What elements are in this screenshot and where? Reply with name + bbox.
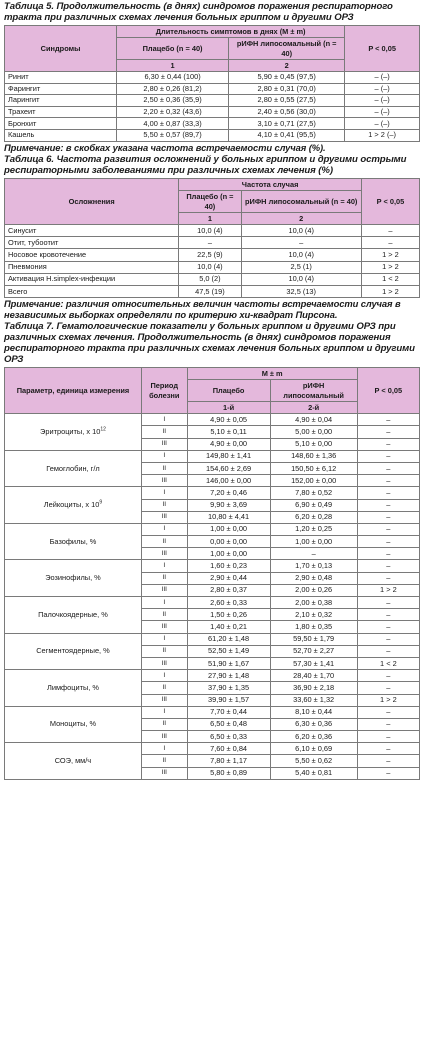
- p-value: 1 < 2: [357, 657, 419, 669]
- table5-header-syndromes: Синдромы: [5, 26, 117, 72]
- p-value: –: [357, 560, 419, 572]
- period-value: III: [141, 511, 187, 523]
- period-value: III: [141, 621, 187, 633]
- period-value: II: [141, 426, 187, 438]
- parameter-label: СОЭ, мм/ч: [54, 756, 92, 766]
- p-value: –: [357, 462, 419, 474]
- table5-header-placebo: Плацебо (n = 40): [117, 38, 229, 60]
- parameter-label: Эритроциты, х 10: [40, 426, 101, 436]
- table5-caption: Таблица 5. Продолжительность (в днях) синдромов поражения респираторного тракта при различных схемах лечения больных гриппом и другими ОРЗ: [4, 1, 393, 23]
- placebo-value: 154,60 ± 2,69: [187, 462, 270, 474]
- period-value: I: [141, 633, 187, 645]
- rifn-value: 2,90 ± 0,48: [270, 572, 357, 584]
- p-value: –: [357, 743, 419, 755]
- placebo-value: 4,00 ± 0,87 (33,3): [117, 118, 229, 130]
- placebo-value: 5,50 ± 0,57 (89,7): [117, 129, 229, 141]
- p-value: –: [357, 536, 419, 548]
- table-row: [5, 95, 420, 107]
- p-value: –: [357, 609, 419, 621]
- p-value: –: [357, 706, 419, 718]
- table-row: [5, 597, 420, 609]
- placebo-value: 0,00 ± 0,00: [187, 536, 270, 548]
- table6-note: Примечание: различия относительных величин частоты встречаемости случая в независимых выборках определяли по критерию хи-квадрат Пирсона.: [4, 298, 401, 320]
- p-value: –: [357, 487, 419, 499]
- period-value: III: [141, 767, 187, 779]
- period-value: III: [141, 657, 187, 669]
- p-value: –: [357, 438, 419, 450]
- rifn-value: –: [270, 548, 357, 560]
- placebo-value: 7,70 ± 0,44: [187, 706, 270, 718]
- period-value: II: [141, 462, 187, 474]
- table7: [4, 367, 420, 780]
- complication-name: Всего: [5, 286, 179, 298]
- parameter-label: Эозинофилы, %: [45, 573, 101, 583]
- table6-header-rifn: рИФН липосомальный (n = 40): [241, 191, 361, 213]
- rifn-value: 2,5 (1): [241, 261, 361, 273]
- placebo-value: 1,60 ± 0,23: [187, 560, 270, 572]
- period-value: III: [141, 475, 187, 487]
- table-row: [5, 523, 420, 535]
- period-value: II: [141, 536, 187, 548]
- period-value: I: [141, 523, 187, 535]
- placebo-value: 4,90 ± 0,00: [187, 438, 270, 450]
- rifn-value: 28,40 ± 1,70: [270, 670, 357, 682]
- complication-name: Носовое кровотечение: [5, 249, 179, 261]
- placebo-value: 6,50 ± 0,33: [187, 731, 270, 743]
- table5-note: Примечание: в скобках указана частота встречаемости случая (%).: [4, 141, 326, 153]
- period-value: III: [141, 438, 187, 450]
- table6-header-complications: Осложнения: [5, 179, 179, 225]
- placebo-value: 2,50 ± 0,36 (35,9): [117, 95, 229, 107]
- p-value: –: [357, 755, 419, 767]
- period-value: I: [141, 670, 187, 682]
- p-value: – (–): [345, 83, 420, 95]
- syndrome-name: Трахеит: [5, 106, 117, 118]
- table-row: [5, 560, 420, 572]
- placebo-value: 27,90 ± 1,48: [187, 670, 270, 682]
- parameter-label: Базофилы, %: [49, 536, 97, 546]
- placebo-value: 1,00 ± 0,00: [187, 523, 270, 535]
- p-value: –: [357, 682, 419, 694]
- rifn-value: 10,0 (4): [241, 225, 361, 237]
- table-row: [5, 106, 420, 118]
- p-value: –: [357, 731, 419, 743]
- complication-name: Пневмония: [5, 261, 179, 273]
- placebo-value: 47,5 (19): [179, 286, 241, 298]
- table-row: [5, 129, 420, 141]
- p-value: – (–): [345, 72, 420, 84]
- table-row: [5, 450, 420, 462]
- rifn-value: 148,60 ± 1,36: [270, 450, 357, 462]
- parameter-label: Палочкоядерные, %: [38, 609, 108, 619]
- p-value: –: [357, 767, 419, 779]
- rifn-value: 10,0 (4): [241, 249, 361, 261]
- table-row: [5, 286, 420, 298]
- table5-header-duration: Длительность симптомов в днях (М ± m): [117, 26, 345, 38]
- placebo-value: 2,20 ± 0,32 (43,6): [117, 106, 229, 118]
- rifn-value: 2,00 ± 0,26: [270, 584, 357, 596]
- rifn-value: 52,70 ± 2,27: [270, 645, 357, 657]
- parameter-name: [5, 414, 142, 451]
- placebo-value: 146,00 ± 0,00: [187, 475, 270, 487]
- period-value: III: [141, 584, 187, 596]
- rifn-value: 2,80 ± 0,55 (27,5): [229, 95, 345, 107]
- p-value: 1 > 2: [361, 249, 419, 261]
- table6-header-col1: 1: [179, 213, 241, 225]
- table-row: [5, 249, 420, 261]
- p-value: 1 > 2: [357, 584, 419, 596]
- period-value: II: [141, 682, 187, 694]
- rifn-value: 5,10 ± 0,00: [270, 438, 357, 450]
- placebo-value: 2,60 ± 0,33: [187, 597, 270, 609]
- period-value: I: [141, 414, 187, 426]
- rifn-value: 7,80 ± 0,52: [270, 487, 357, 499]
- table-row: [5, 72, 420, 84]
- parameter-name: [5, 743, 142, 780]
- rifn-value: 4,10 ± 0,41 (95,5): [229, 129, 345, 141]
- rifn-value: 6,20 ± 0,36: [270, 731, 357, 743]
- rifn-value: 2,10 ± 0,32: [270, 609, 357, 621]
- rifn-value: 33,60 ± 1,32: [270, 694, 357, 706]
- table-row: [5, 237, 420, 249]
- p-value: – (–): [345, 118, 420, 130]
- rifn-value: –: [241, 237, 361, 249]
- table5-header-col2: 2: [229, 60, 345, 72]
- placebo-value: 5,10 ± 0,11: [187, 426, 270, 438]
- complication-name: Активация H.simplex-инфекции: [5, 273, 179, 285]
- period-value: II: [141, 499, 187, 511]
- table7-header-p: P < 0,05: [357, 368, 419, 414]
- parameter-label: Моноциты, %: [49, 719, 97, 729]
- placebo-value: 61,20 ± 1,48: [187, 633, 270, 645]
- placebo-value: –: [179, 237, 241, 249]
- table5-header-p: P < 0,05: [345, 26, 420, 72]
- rifn-value: 4,90 ± 0,04: [270, 414, 357, 426]
- rifn-value: 36,90 ± 2,18: [270, 682, 357, 694]
- table7-header-param: Параметр, единица измерения: [5, 368, 142, 414]
- p-value: –: [357, 426, 419, 438]
- rifn-value: 57,30 ± 1,41: [270, 657, 357, 669]
- period-value: II: [141, 645, 187, 657]
- p-value: –: [357, 523, 419, 535]
- table7-header-rifn: рИФН липосомальный: [270, 380, 357, 402]
- complication-name: Отит, тубоотит: [5, 237, 179, 249]
- table5-body: [5, 72, 420, 142]
- p-value: –: [357, 450, 419, 462]
- rifn-value: 6,20 ± 0,28: [270, 511, 357, 523]
- p-value: 1 > 2: [361, 286, 419, 298]
- rifn-value: 1,80 ± 0,35: [270, 621, 357, 633]
- table6-caption: Таблица 6. Частота развития осложнений у больных гриппом и другими острыми респираторными заболеваниями при различных схемах лечения (%): [4, 154, 407, 177]
- period-value: I: [141, 450, 187, 462]
- p-value: 1 > 2: [361, 261, 419, 273]
- parameter-exponent: 9: [99, 499, 103, 506]
- p-value: –: [357, 633, 419, 645]
- table-row: [5, 670, 420, 682]
- p-value: –: [357, 645, 419, 657]
- rifn-value: 1,20 ± 0,25: [270, 523, 357, 535]
- rifn-value: 1,00 ± 0,00: [270, 536, 357, 548]
- rifn-value: 152,00 ± 0,00: [270, 475, 357, 487]
- placebo-value: 5,0 (2): [179, 273, 241, 285]
- period-value: I: [141, 743, 187, 755]
- period-value: III: [141, 731, 187, 743]
- p-value: –: [357, 511, 419, 523]
- rifn-value: 59,50 ± 1,79: [270, 633, 357, 645]
- p-value: –: [357, 621, 419, 633]
- rifn-value: 32,5 (13): [241, 286, 361, 298]
- rifn-value: 6,10 ± 0,69: [270, 743, 357, 755]
- period-value: II: [141, 609, 187, 621]
- table-row: [5, 225, 420, 237]
- parameter-name: [5, 706, 142, 743]
- placebo-value: 39,90 ± 1,57: [187, 694, 270, 706]
- parameter-name: [5, 633, 142, 670]
- rifn-value: 5,90 ± 0,45 (97,5): [229, 72, 345, 84]
- parameter-exponent: 12: [100, 426, 106, 433]
- period-value: III: [141, 694, 187, 706]
- placebo-value: 10,0 (4): [179, 225, 241, 237]
- document-page: [0, 1, 424, 780]
- placebo-value: 9,90 ± 3,69: [187, 499, 270, 511]
- placebo-value: 7,20 ± 0,46: [187, 487, 270, 499]
- parameter-name: [5, 487, 142, 524]
- rifn-value: 5,00 ± 0,00: [270, 426, 357, 438]
- placebo-value: 1,00 ± 0,00: [187, 548, 270, 560]
- syndrome-name: Кашель: [5, 129, 117, 141]
- table-row: [5, 414, 420, 426]
- placebo-value: 22,5 (9): [179, 249, 241, 261]
- table7-header-col1: 1-й: [187, 402, 270, 414]
- p-value: –: [361, 225, 419, 237]
- table6-header-placebo: Плацебо (n = 40): [179, 191, 241, 213]
- p-value: –: [361, 237, 419, 249]
- rifn-value: 2,80 ± 0,31 (70,0): [229, 83, 345, 95]
- table7-body: [5, 414, 420, 780]
- table-row: [5, 487, 420, 499]
- rifn-value: 5,50 ± 0,62: [270, 755, 357, 767]
- table7-header-mm: M ± m: [187, 368, 357, 380]
- placebo-value: 7,80 ± 1,17: [187, 755, 270, 767]
- table7-header-period: Период болезни: [141, 368, 187, 414]
- placebo-value: 10,0 (4): [179, 261, 241, 273]
- placebo-value: 1,50 ± 0,26: [187, 609, 270, 621]
- period-value: II: [141, 755, 187, 767]
- parameter-label: Сегментоядерные, %: [36, 646, 110, 656]
- placebo-value: 2,80 ± 0,26 (81,2): [117, 83, 229, 95]
- rifn-value: 10,0 (4): [241, 273, 361, 285]
- rifn-value: 150,50 ± 6,12: [270, 462, 357, 474]
- p-value: –: [357, 597, 419, 609]
- p-value: –: [357, 572, 419, 584]
- parameter-label: Гемоглобин, г/л: [46, 463, 100, 473]
- table7-header-placebo: Плацебо: [187, 380, 270, 402]
- placebo-value: 6,50 ± 0,48: [187, 718, 270, 730]
- rifn-value: 2,40 ± 0,56 (30,0): [229, 106, 345, 118]
- rifn-value: 8,10 ± 0,44: [270, 706, 357, 718]
- table6-header-col2: 2: [241, 213, 361, 225]
- placebo-value: 1,40 ± 0,21: [187, 621, 270, 633]
- parameter-label: Лейкоциты, х 10: [43, 500, 100, 510]
- p-value: –: [357, 718, 419, 730]
- placebo-value: 5,80 ± 0,89: [187, 767, 270, 779]
- p-value: –: [357, 414, 419, 426]
- placebo-value: 10,80 ± 4,41: [187, 511, 270, 523]
- placebo-value: 7,60 ± 0,84: [187, 743, 270, 755]
- rifn-value: 5,40 ± 0,81: [270, 767, 357, 779]
- period-value: I: [141, 597, 187, 609]
- period-value: II: [141, 572, 187, 584]
- p-value: –: [357, 548, 419, 560]
- table-row: [5, 273, 420, 285]
- syndrome-name: Ринит: [5, 72, 117, 84]
- placebo-value: 6,30 ± 0,44 (100): [117, 72, 229, 84]
- rifn-value: 3,10 ± 0,71 (27,5): [229, 118, 345, 130]
- placebo-value: 149,80 ± 1,41: [187, 450, 270, 462]
- table5-header-col1: 1: [117, 60, 229, 72]
- period-value: II: [141, 718, 187, 730]
- table-row: [5, 118, 420, 130]
- table6-header-p: P < 0,05: [361, 179, 419, 225]
- period-value: I: [141, 560, 187, 572]
- p-value: – (–): [345, 106, 420, 118]
- period-value: III: [141, 548, 187, 560]
- p-value: –: [357, 670, 419, 682]
- p-value: 1 < 2: [361, 273, 419, 285]
- rifn-value: 6,30 ± 0,36: [270, 718, 357, 730]
- table5: [4, 25, 420, 142]
- table6: [4, 178, 420, 298]
- p-value: 1 > 2: [357, 694, 419, 706]
- table5-header-rifn: рИФН липосомальный (n = 40): [229, 38, 345, 60]
- p-value: –: [357, 475, 419, 487]
- table7-caption: Таблица 7. Гематологические показатели у больных гриппом и другими ОРЗ при различных схемах лечения. Продолжительность (в днях) синдромов поражения респираторного тракта при различных схемах лечения больных гриппом и другими ОРЗ: [4, 321, 415, 366]
- rifn-value: 1,70 ± 0,13: [270, 560, 357, 572]
- placebo-value: 52,50 ± 1,49: [187, 645, 270, 657]
- placebo-value: 37,90 ± 1,35: [187, 682, 270, 694]
- table-row: [5, 706, 420, 718]
- parameter-name: [5, 560, 142, 597]
- table-row: [5, 743, 420, 755]
- table-row: [5, 633, 420, 645]
- period-value: I: [141, 706, 187, 718]
- placebo-value: 51,90 ± 1,67: [187, 657, 270, 669]
- placebo-value: 2,80 ± 0,37: [187, 584, 270, 596]
- table6-body: [5, 225, 420, 298]
- syndrome-name: Бронхит: [5, 118, 117, 130]
- p-value: – (–): [345, 95, 420, 107]
- rifn-value: 6,90 ± 0,49: [270, 499, 357, 511]
- table-row: [5, 83, 420, 95]
- table6-header-frequency: Частота случая: [179, 179, 362, 191]
- p-value: –: [357, 499, 419, 511]
- complication-name: Синусит: [5, 225, 179, 237]
- table7-header-col2: 2-й: [270, 402, 357, 414]
- period-value: I: [141, 487, 187, 499]
- parameter-label: Лимфоциты, %: [46, 682, 99, 692]
- parameter-name: [5, 450, 142, 487]
- p-value: 1 > 2 (–): [345, 129, 420, 141]
- placebo-value: 4,90 ± 0,05: [187, 414, 270, 426]
- syndrome-name: Фарингит: [5, 83, 117, 95]
- rifn-value: 2,00 ± 0,38: [270, 597, 357, 609]
- table-row: [5, 261, 420, 273]
- syndrome-name: Ларингит: [5, 95, 117, 107]
- parameter-name: [5, 670, 142, 707]
- placebo-value: 2,90 ± 0,44: [187, 572, 270, 584]
- parameter-name: [5, 597, 142, 634]
- parameter-name: [5, 523, 142, 560]
